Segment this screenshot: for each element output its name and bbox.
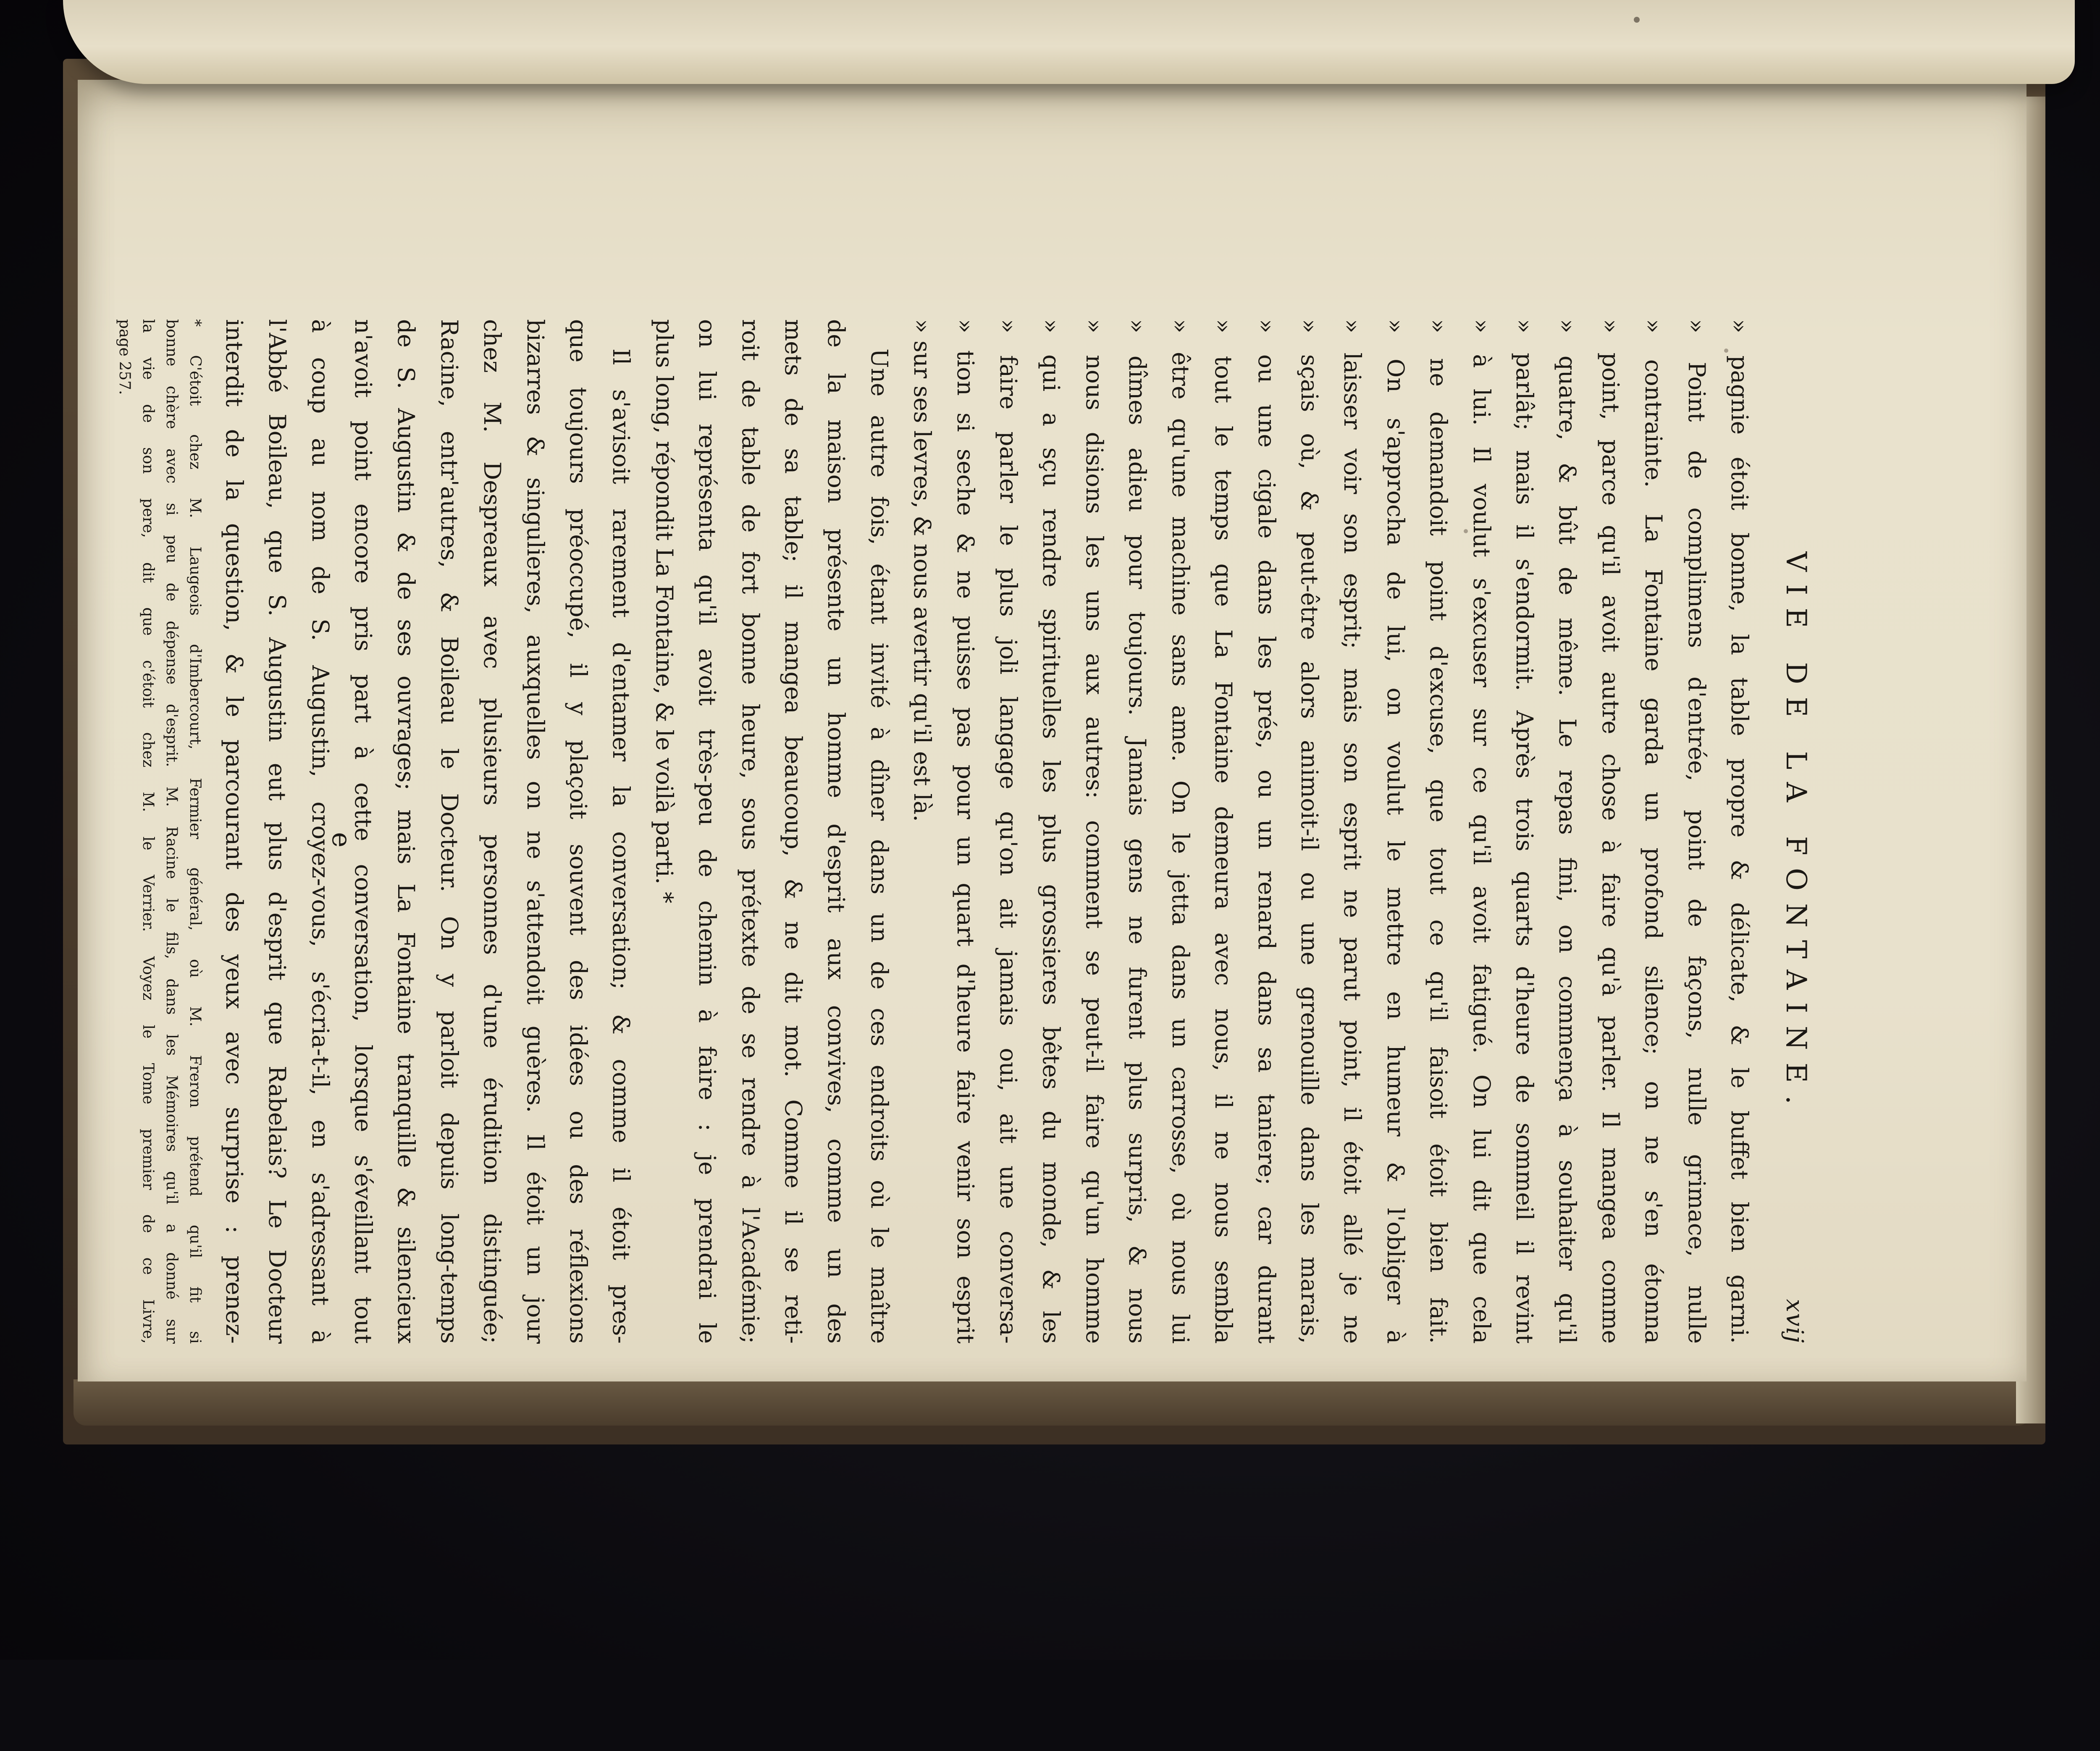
text-line: de S. Augustin & de ses ouvrages; mais La Fontaine tranquille & silencieux: [393, 319, 420, 1344]
text-line: n'avoit point encore pris part à cette conversation, lorsque s'éveillant tout: [350, 319, 377, 1344]
footnote: [113, 319, 207, 1344]
rotated-text-block: [116, 319, 1812, 1751]
text-line: » quatre, & bût de même. Le repas fini, on commença à souhaiter qu'il: [1554, 319, 1581, 1344]
footnote-line: bonne chère avec si peu de dépense d'esprit. M. Racine le fils, dans les Mémoires qu'il a donné sur: [163, 319, 181, 1344]
text-line: » qui a sçu rendre spirituelles les plus grossieres bêtes du monde, & les: [1038, 319, 1065, 1344]
text-line: » parlât; mais il s'endormit. Après trois quarts d'heure de sommeil il revint: [1511, 319, 1538, 1344]
text-line: » sçais où, & peut-être alors animoit-il ou une grenouille dans les marais,: [1296, 319, 1323, 1344]
text-line: à coup au nom de S. Augustin, croyez-vous, s'écria-t-il, en s'adressant à: [307, 319, 334, 1344]
text-line: » ou une cigale dans les prés, ou un renard dans sa taniere; car durant: [1253, 319, 1280, 1344]
text-line: » ne demandoit point d'excuse, que tout ce qu'il faisoit étoit bien fait.: [1425, 319, 1452, 1344]
text-line: » point, parce qu'il avoit autre chose à faire qu'à parler. Il mangea comme: [1597, 319, 1624, 1344]
folio-number: xvij: [1781, 1299, 1808, 1344]
text-line: roit de table de fort bonne heure, sous prétexte de se rendre à l'Académie;: [737, 319, 764, 1344]
text-line: » dîmes adieu pour toujours. Jamais gens ne furent plus surpris, & nous: [1124, 319, 1151, 1344]
text-line: on lui représenta qu'il avoit très-peu de chemin à faire : je prendrai le: [694, 319, 721, 1344]
text-line: Il s'avisoit rarement d'entamer la conversation; & comme il étoit pres-: [608, 349, 635, 1344]
text-line: chez M. Despreaux avec plusieurs personnes d'une érudition distinguée;: [479, 319, 506, 1344]
text-line: » nous disions les uns aux autres: comment se peut-il faire qu'un homme: [1081, 319, 1108, 1344]
text-line: » contrainte. La Fontaine garda un profond silence; on ne s'en étonna: [1640, 319, 1667, 1344]
text-line: » tion si seche & ne puisse pas pour un quart d'heure faire venir son esprit: [952, 319, 979, 1344]
text-line: » à lui. Il voulut s'excuser sur ce qu'il avoit fatigué. On lui dit que cela: [1468, 319, 1495, 1344]
body-text: [213, 319, 1761, 1344]
text-line: » pagnie étoit bonne, la table propre & délicate, & le buffet bien garni.: [1726, 319, 1753, 1344]
text-line: plus long, répondit La Fontaine, & le voilà parti. *: [651, 319, 678, 904]
footnote-line: page 257.: [116, 319, 134, 395]
signature-mark: e: [326, 832, 357, 848]
text-line: mets de sa table; il mangea beaucoup, & ne dit mot. Comme il se reti-: [780, 319, 807, 1344]
text-line: » tout le temps que La Fontaine demeura avec nous, il ne nous sembla: [1210, 319, 1237, 1344]
footnote-line: * C'étoit chez M. Laugeois d'Imbercourt, Fermier général, où M. Freron prétend qu'il fit si: [186, 319, 204, 1344]
text-line: » Point de complimens d'entrée, point de façons, nulle grimace, nulle: [1683, 319, 1710, 1344]
text-line: de la maison présente un homme d'esprit aux convives, comme un des: [823, 319, 850, 1344]
text-line: l'Abbé Boileau, que S. Augustin eut plus d'esprit que Rabelais? Le Docteur: [264, 319, 291, 1344]
text-line: Une autre fois, étant invité à dîner dans un de ces endroits où le maître: [866, 349, 893, 1344]
text-line: » On s'approcha de lui, on voulut le mettre en humeur & l'obliger à: [1382, 319, 1409, 1344]
text-line: Racine, entr'autres, & Boileau le Docteur. On y parloit depuis long-temps: [436, 319, 463, 1344]
page-text: [116, 319, 1812, 1344]
text-line: bizarres & singulieres, auxquelles on ne s'attendoit guères. Il étoit un jour: [522, 319, 549, 1344]
running-head: [1766, 319, 1812, 1344]
text-line: que toujours préoccupé, il y plaçoit souvent des idées ou des réflexions: [565, 319, 592, 1344]
text-line: interdit de la question, & le parcourant des yeux avec surprise : prenez-: [220, 319, 248, 1344]
text-line: » être qu'une machine sans ame. On le jetta dans un carrosse, où nous lui: [1167, 319, 1194, 1344]
running-head-title: VIE DE LA FONTAINE.: [1780, 551, 1812, 1117]
text-line: » sur ses levres, & nous avertir qu'il est là.: [909, 319, 936, 822]
previous-leaf-curl: [63, 0, 2075, 84]
text-line: » laisser voir son esprit; mais son esprit ne parut point, il étoit allé je ne: [1339, 319, 1366, 1344]
footnote-line: la vie de son pere, dit que c'étoit chez M. le Verrier. Voyez le Tome premier de ce Livre,: [139, 319, 157, 1344]
text-line: » faire parler le plus joli langage qu'on ait jamais oui, ait une conversa-: [995, 319, 1022, 1344]
paper-speck: [1634, 17, 1640, 23]
